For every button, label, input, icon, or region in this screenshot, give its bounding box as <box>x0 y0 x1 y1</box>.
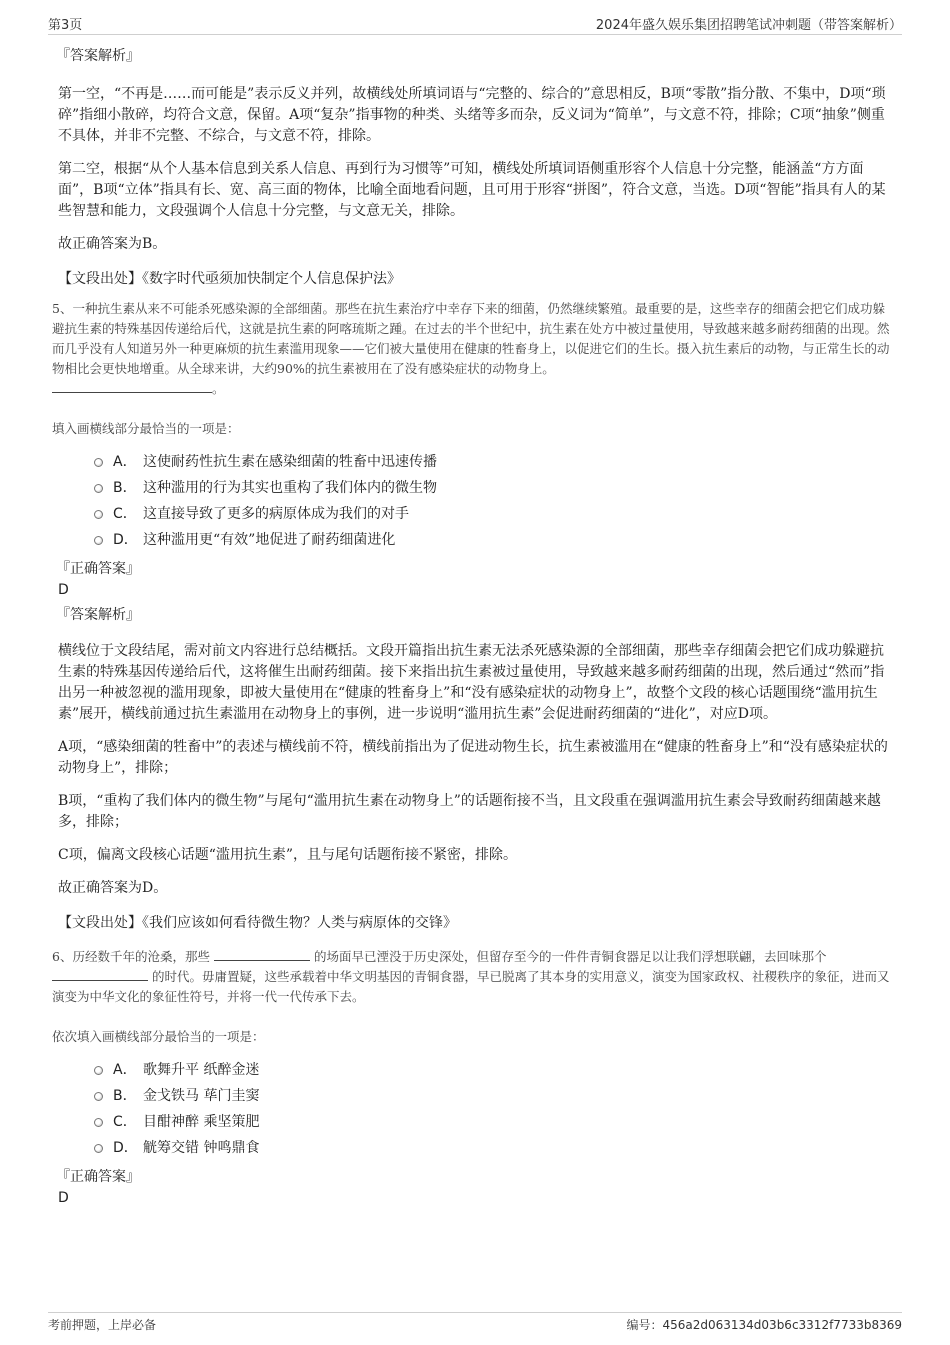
q6-correct-label: 『正确答案』 <box>56 1169 140 1185</box>
q5-stem <box>52 299 894 399</box>
q5-analysis-conclusion: 故正确答案为D。 <box>58 880 168 896</box>
q4-analysis-paragraph: 第一空，“不再是……而可能是”表示反义并列，故横线处所填词语与“完整的、综合的”意思相反，B项“零散”指分散、不集中，D项“琐碎”指细小散碎，均符合文意，保留。A项“复杂”指事物的种类、头绪等多而杂，反义词为“简单”，与文意不符，排除；C项“抽象”侧重不具体，并非不完整、不综合，与文意不符，排除。 <box>58 86 886 144</box>
option-text: 歌舞升平 纸醉金迷 <box>143 1062 260 1078</box>
radio-icon[interactable] <box>94 1092 103 1101</box>
option-letter: A． <box>113 454 137 470</box>
q5-option-c[interactable] <box>94 501 894 527</box>
option-text: 这直接导致了更多的病原体成为我们的对手 <box>143 506 409 522</box>
q5-correct-answer: D <box>58 582 69 598</box>
q5-answer-blank <box>52 379 212 393</box>
document-title: 2024年盛久娱乐集团招聘笔试冲刺题（带答案解析） <box>595 18 902 33</box>
q6-prompt: 依次填入画横线部分最恰当的一项是： <box>52 1029 265 1044</box>
q4-analysis-conclusion: 故正确答案为B。 <box>58 236 167 252</box>
radio-icon[interactable] <box>94 510 103 519</box>
footer-slogan: 考前押题，上岸必备 <box>48 1318 157 1332</box>
q5-analysis-paragraph: A项，“感染细菌的牲畜中”的表述与横线前不符，横线前指出为了促进动物生长，抗生素被滥用在“健康的牲畜身上”和“没有感染症状的动物身上”，排除； <box>58 739 888 776</box>
q4-source: 【文段出处】《数字时代亟须加快制定个人信息保护法》 <box>58 271 401 287</box>
q5-analysis-paragraph: B项，“重构了我们体内的微生物”与尾句“滥用抗生素在动物身上”的话题衔接不当，且文段重在强调滥用抗生素会导致耐药细菌越来越多，排除； <box>58 793 881 830</box>
radio-icon[interactable] <box>94 536 103 545</box>
option-text: 觥筹交错 钟鸣鼎食 <box>143 1140 260 1156</box>
q6-option-b[interactable] <box>94 1083 894 1109</box>
page-content <box>52 40 894 1207</box>
q5-options <box>94 449 894 553</box>
q4-analysis-label: 『答案解析』 <box>56 48 140 64</box>
q5-option-a[interactable] <box>94 449 894 475</box>
option-letter: B． <box>113 1088 137 1104</box>
q5-option-b[interactable] <box>94 475 894 501</box>
radio-icon[interactable] <box>94 458 103 467</box>
q6-option-a[interactable] <box>94 1057 894 1083</box>
option-text: 目酣神醉 乘坚策肥 <box>143 1114 260 1130</box>
option-text: 这使耐药性抗生素在感染细菌的牲畜中迅速传播 <box>143 454 437 470</box>
q6-option-d[interactable] <box>94 1135 894 1161</box>
option-letter: C． <box>113 1114 137 1130</box>
q5-blank-end: 。 <box>212 381 225 396</box>
q5-correct-label: 『正确答案』 <box>56 561 140 577</box>
radio-icon[interactable] <box>94 1144 103 1153</box>
page-header <box>48 12 902 35</box>
q6-stem <box>52 947 894 1007</box>
page-number: 第3页 <box>48 18 83 33</box>
q6-answer-blank-1 <box>214 947 310 961</box>
q6-stem-text: 的场面早已湮没于历史深处，但留存至今的一件件青铜食器足以让我们浮想联翩，去回味那个 <box>313 949 827 964</box>
option-letter: D． <box>113 532 138 548</box>
q6-option-c[interactable] <box>94 1109 894 1135</box>
radio-icon[interactable] <box>94 484 103 493</box>
q6-answer-blank-2 <box>52 967 148 981</box>
page-footer <box>48 1312 902 1337</box>
q5-analysis-paragraph: C项，偏离文段核心话题“滥用抗生素”，且与尾句话题衔接不紧密，排除。 <box>58 847 518 863</box>
option-text: 金戈铁马 荜门圭窦 <box>143 1088 260 1104</box>
q5-analysis-label: 『答案解析』 <box>56 607 140 623</box>
q6-stem-text: 6、历经数千年的沧桑，那些 <box>52 949 210 964</box>
option-letter: D． <box>113 1140 138 1156</box>
q5-prompt: 填入画横线部分最恰当的一项是： <box>52 421 240 436</box>
option-letter: C． <box>113 506 137 522</box>
option-letter: A． <box>113 1062 137 1078</box>
q4-analysis-paragraph: 第二空，根据“从个人基本信息到关系人信息、再到行为习惯等”可知，横线处所填词语侧重形容个人信息十分完整，能涵盖“方方面面”，B项“立体”指具有长、宽、高三面的物体，比喻全面地看问题，且可用于形容“拼图”，符合文意，当选。D项“智能”指具有人的某些智慧和能力，文段强调个人信息十分完整，与文意无关，排除。 <box>58 161 886 219</box>
q5-analysis-paragraph: 横线位于文段结尾，需对前文内容进行总结概括。文段开篇指出抗生素无法杀死感染源的全部细菌，那些幸存细菌会把它们成功躲避抗生素的特殊基因传递给后代，这将催生出耐药细菌。接下来指出抗生素被过量使用，导致越来越多耐药细菌的出现，然后通过“然而”指出另一种被忽视的滥用现象，即被大量使用在“健康的牲畜身上”和“没有感染症状的动物身上”，故整个文段的核心话题围绕“滥用抗生素”展开，横线前通过抗生素滥用在动物身上的事例，进一步说明“滥用抗生素”会促进耐药细菌的“进化”，对应D项。 <box>58 643 885 722</box>
radio-icon[interactable] <box>94 1118 103 1127</box>
q6-correct-answer: D <box>58 1190 69 1206</box>
q5-source: 【文段出处】《我们应该如何看待微生物？人类与病原体的交锋》 <box>58 915 457 931</box>
q5-stem-text: 5、一种抗生素从来不可能杀死感染源的全部细菌。那些在抗生素治疗中幸存下来的细菌，仍然继续繁殖。最重要的是，这些幸存的细菌会把它们成功躲避抗生素的特殊基因传递给后代，这就是抗生素的阿喀琉斯之踵。在过去的半个世纪中，抗生素在处方中被过量使用，导致越来越多耐药细菌的出现。然而几乎没有人知道另外一种更麻烦的抗生素滥用现象——它们被大量使用在健康的牲畜身上，以促进它们的生长。摄入抗生素后的动物，与正常生长的动物相比会更快地增重。从全球来讲，大约90%的抗生素被用在了没有感染症状的动物身上。 <box>52 301 890 376</box>
option-text: 这种滥用的行为其实也重构了我们体内的微生物 <box>143 480 437 496</box>
option-letter: B． <box>113 480 137 496</box>
q6-stem-text: 的时代。毋庸置疑，这些承载着中华文明基因的青铜食器，早已脱离了其本身的实用意义，演变为国家政权、社稷秩序的象征，进而又演变为中华文化的象征性符号，并将一代一代传承下去。 <box>52 969 890 1004</box>
radio-icon[interactable] <box>94 1066 103 1075</box>
document-id: 编号：456a2d063134d03b6c3312f7733b8369 <box>626 1318 902 1332</box>
q6-options <box>94 1057 894 1161</box>
option-text: 这种滥用更“有效”地促进了耐药细菌进化 <box>143 532 396 548</box>
q5-option-d[interactable] <box>94 527 894 553</box>
